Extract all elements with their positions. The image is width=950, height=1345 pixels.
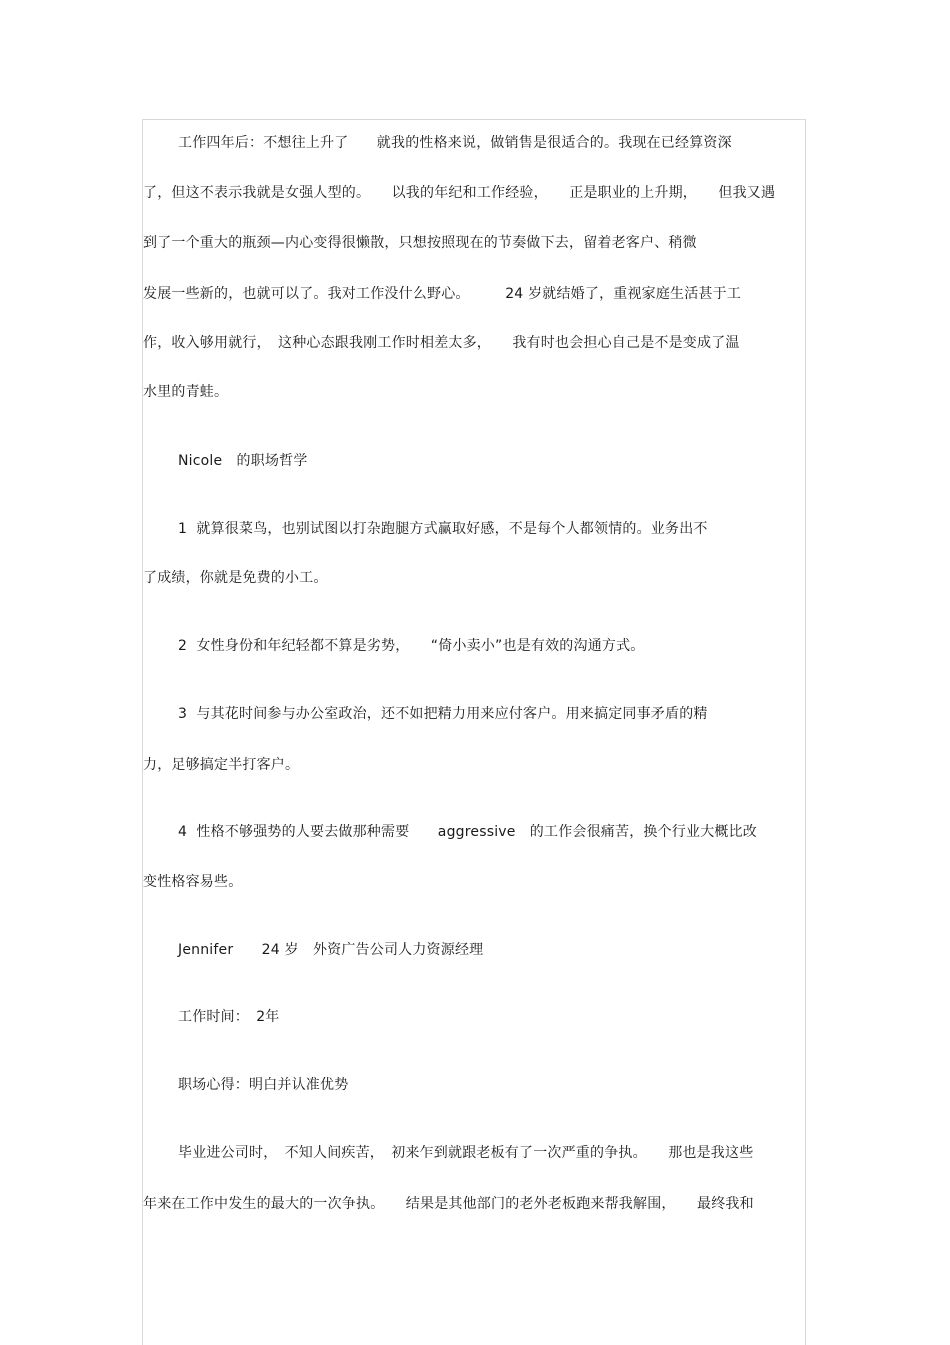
list-item-3-line-1: 3 与其花时间参与办公室政治，还不如把精力用来应付客户。用来搞定同事矛盾的精: [178, 706, 708, 722]
list-item-1-line-1: 1 就算很菜鸟，也别试图以打杂跑腿方式赢取好感，不是每个人都领情的。业务出不: [178, 521, 708, 537]
paragraph-jennifer-line-1: 毕业进公司时， 不知人间疾苦， 初来乍到就跟老板有了一次严重的争执。 那也是我这些: [178, 1145, 754, 1161]
paragraph-line-5: 作，收入够用就行， 这种心态跟我刚工作时相差太多， 我有时也会担心自己是不是变成了温: [143, 335, 740, 351]
paragraph-jennifer-line-2: 年来在工作中发生的最大的一次争执。 结果是其他部门的老外老板跑来帮我解围， 最终我和: [143, 1196, 754, 1212]
list-item-3-line-2: 力，足够搞定半打客户。: [143, 757, 300, 773]
paragraph-line-6: 水里的青蛙。: [143, 384, 229, 400]
profile-heading-jennifer: Jennifer 24 岁 外资广告公司人力资源经理: [178, 942, 484, 958]
list-item-4-line-2: 变性格容易些。: [143, 874, 243, 890]
list-item-1-line-2: 了成绩，你就是免费的小工。: [143, 570, 328, 586]
work-time-line: 工作时间： 2年: [178, 1009, 280, 1025]
career-insight-line: 职场心得：明白并认准优势: [178, 1077, 349, 1093]
paragraph-line-3: 到了一个重大的瓶颈—内心变得很懒散，只想按照现在的节奏做下去，留着老客户、稍微: [143, 235, 697, 251]
paragraph-line-1: 工作四年后：不想往上升了 就我的性格来说，做销售是很适合的。我现在已经算资深: [178, 135, 732, 151]
paragraph-line-2: 了，但这不表示我就是女强人型的。 以我的年纪和工作经验， 正是职业的上升期， 但我又遇: [143, 185, 776, 201]
list-item-4-line-1: 4 性格不够强势的人要去做那种需要 aggressive 的工作会很痛苦，换个行业大概比改: [178, 824, 757, 840]
list-item-2: 2 女性身份和年纪轻都不算是劣势， “倚小卖小”也是有效的沟通方式。: [178, 638, 645, 654]
section-heading-nicole: Nicole 的职场哲学: [178, 453, 308, 469]
paragraph-line-4: 发展一些新的，也就可以了。我对工作没什么野心。 24 岁就结婚了，重视家庭生活甚于工: [143, 286, 742, 302]
